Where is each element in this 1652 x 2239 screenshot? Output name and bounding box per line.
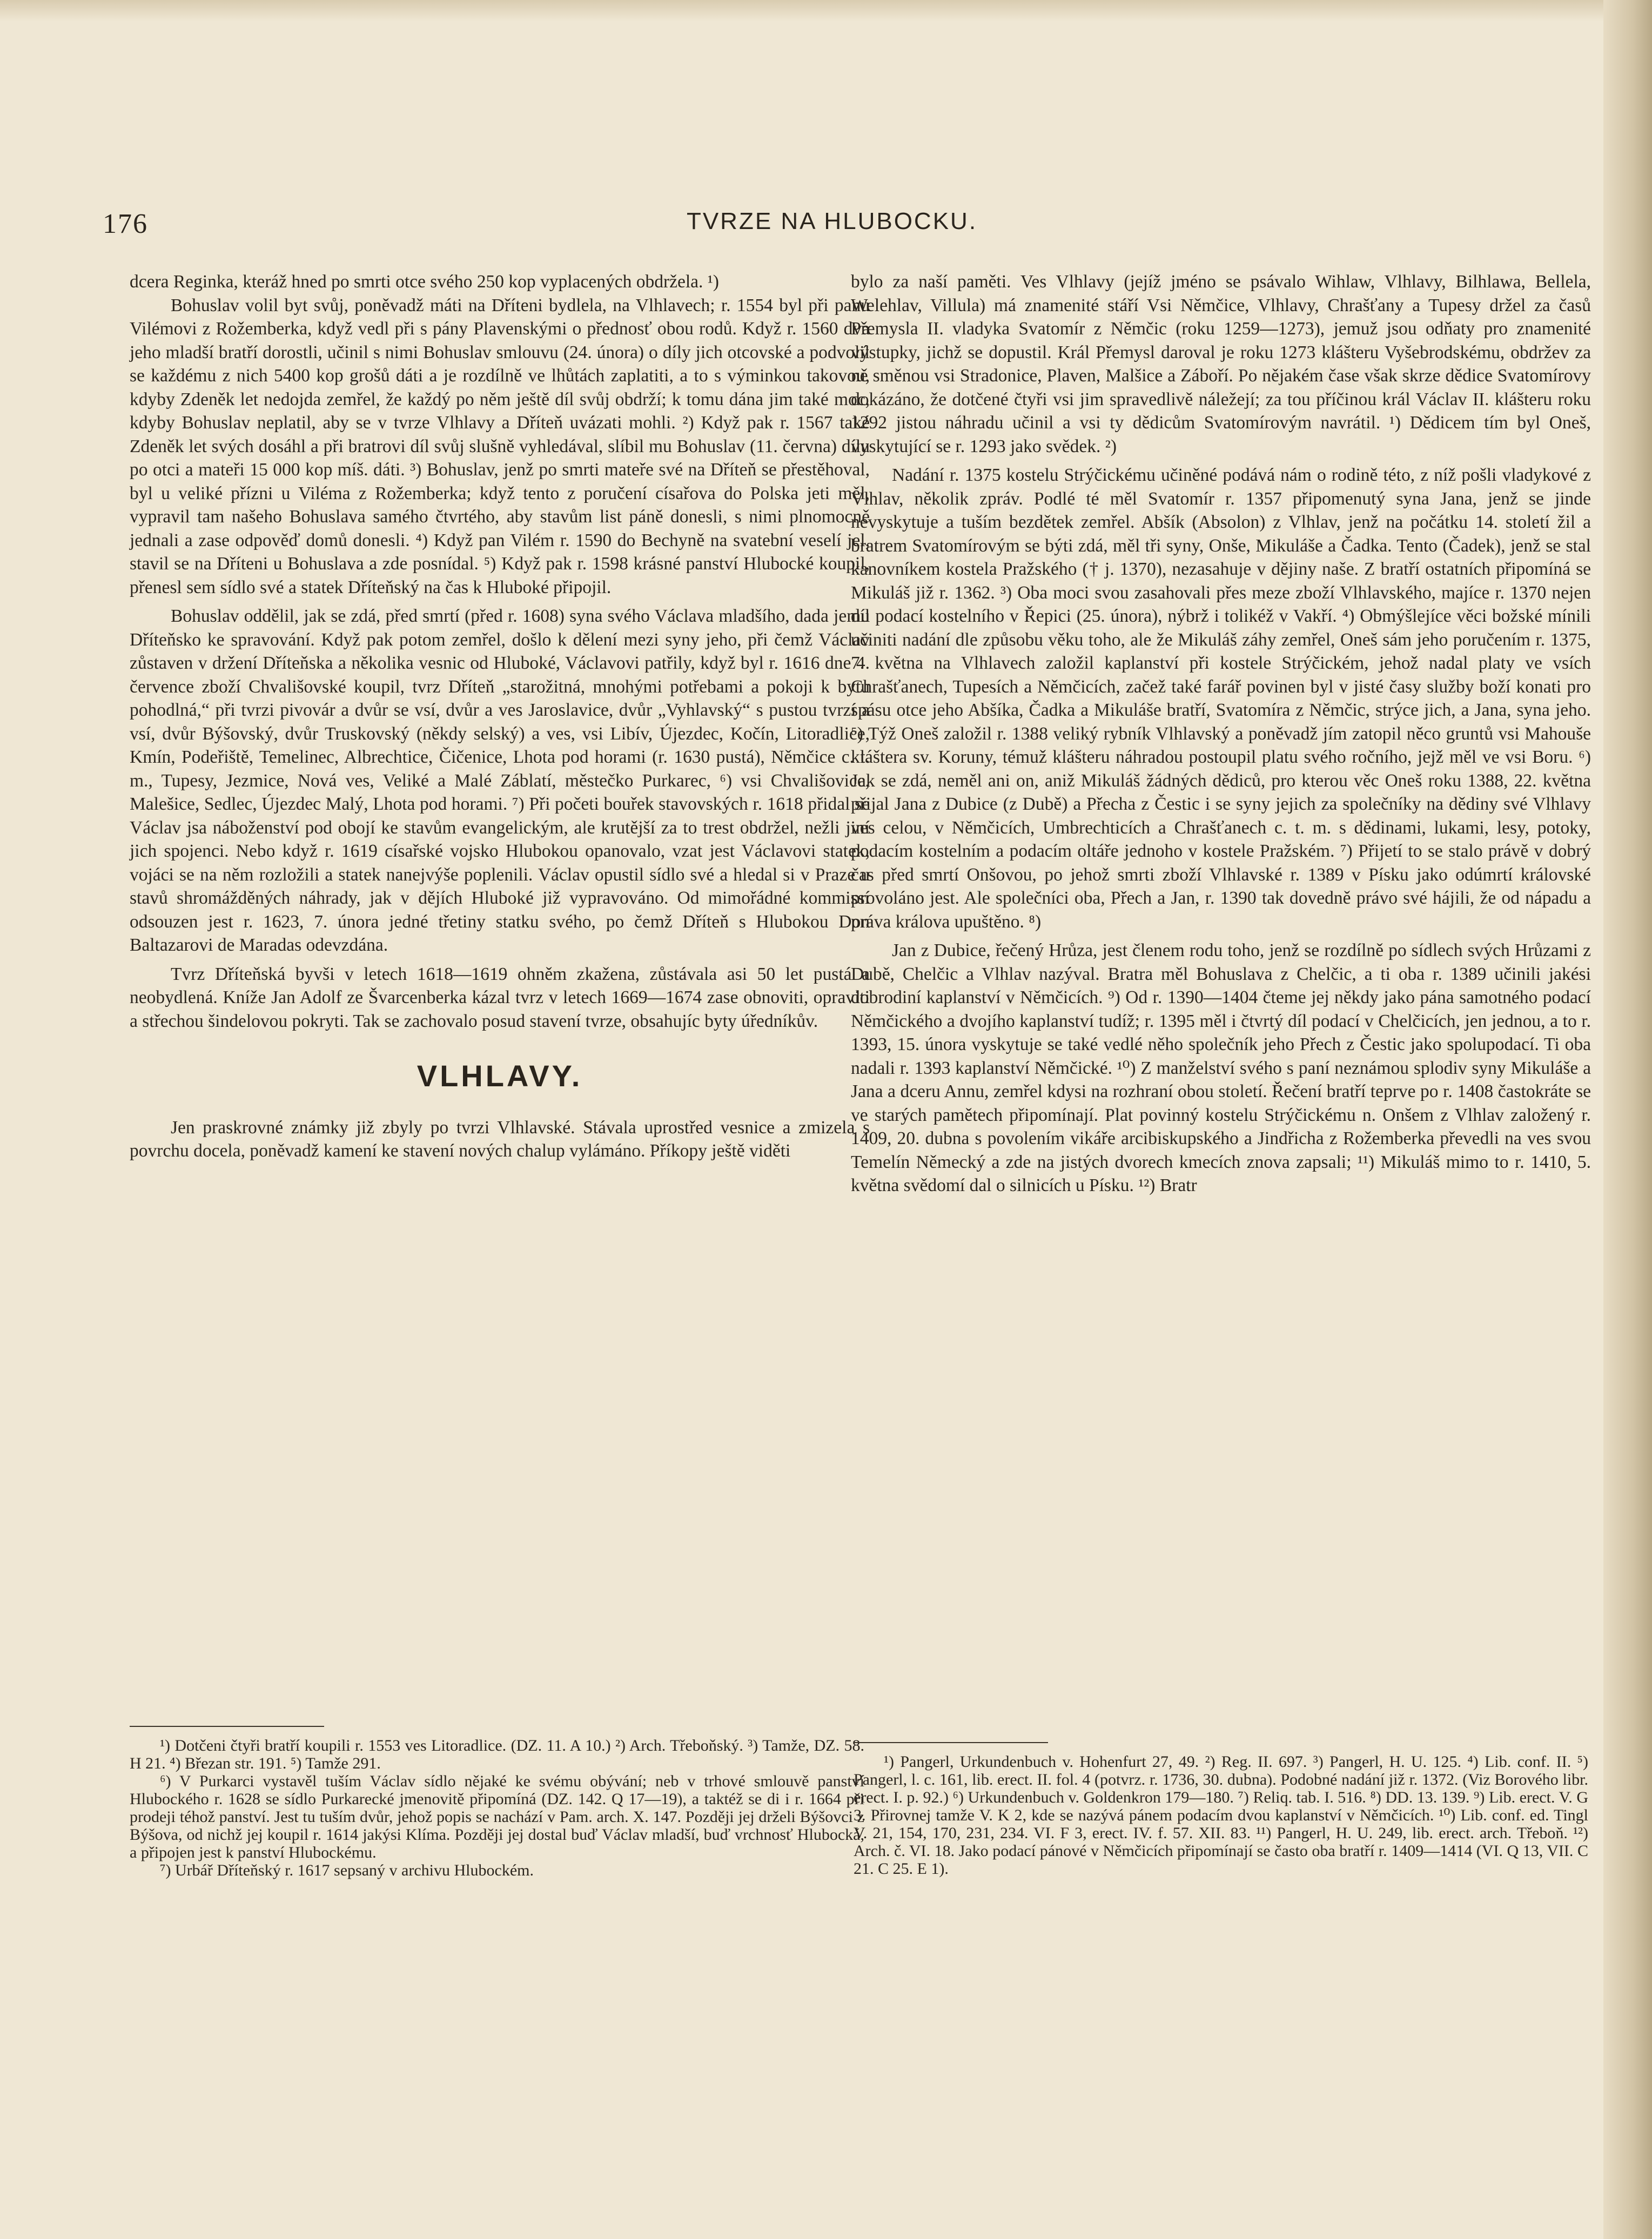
running-title: TVRZE NA HLUBOCKU. <box>686 208 978 234</box>
footnote-rule <box>130 1726 324 1727</box>
right-column <box>851 270 1591 1198</box>
footnotes-left <box>130 1726 864 1879</box>
footnotes-right <box>854 1742 1588 1878</box>
page-header <box>103 208 1561 246</box>
footnote-left-1: ¹) Dotčeni čtyři bratří koupili r. 1553 ves Litoradlice. (DZ. 11. A 10.) ²) Arch. Třeboňský. ³) Tamže, DZ. 58. H 21. ⁴) Březan str. 191. ⁵) Tamže 291. <box>130 1737 864 1772</box>
left-paragraph-1: dcera Reginka, kteráž hned po smrti otce svého 250 kop vyplacených obdržela. ¹) <box>130 272 719 292</box>
right-paragraph-2: Nadání r. 1375 kostelu Strýčickému učiněné podává nám o rodině této, z níž pošli vladykové z Vlhlav, několik zpráv. Podlé té měl Svatomír r. 1357 připomenutý syna Jana, jenž se jinde nevyskytuje a tuším bezdětek zemřel. Abšík (Absolon) z Vlhlav, jenž na počátku 14. století žil a bratrem Svatomírovým se býti zdá, měl tři syny, Onše, Mikuláše a Čadka. Tento (Čadek), jenž se stal kanovníkem kostela Pražského († j. 1370), nezasahuje v dějiny naše. Z bratří ostatních připomíná se Mikuláš již r. 1362. ³) Oba moci svou zasahovali přes meze zboží Vlhlavského, majíce r. 1370 nejen díl podací kostelního v Řepici (25. února), nýbrž i tolikéž v Vakří. ⁴) Obmýšlejíce věci božské mínili učiniti nadání dle způsobu věku toho, ale že Mikuláš záhy zemřel, Oneš sám jeho poručením r. 1375, 7. května na Vlhlavech založil kaplanství při kostele Strýčickém, jehož nadal platy ve vsích Chrašťanech, Tupesích a Němčicích, začež také farář povinen byl v jisté časy služby boží konati pro spásu otce jeho Abšíka, Čadka a Mikuláše bratří, Svatomíra z Němčic, strýce jich, a Jana, syna jeho. ⁵) Týž Oneš založil r. 1388 veliký rybník Vlhlavský a poněvadž jím zatopil něco gruntů vsi Mahouše kláštera sv. Koruny, témuž klášteru náhradou postoupil platu svého ročního, jejž měl ve vsi Boru. ⁶) Jak se zdá, neměl ani on, aniž Mikuláš žádných dědiců, pro kterou věc Oneš roku 1388, 22. května přijal Jana z Dubice (z Dubě) a Přecha z Čestic i se syny jejich za společníky na dědiny své Vlhlavy ves celou, v Němčicích, Umbrechticích a Chrašťanech c. t. m. s dědinami, lukami, lesy, potoky, podacím kostelním a podacím oltáře jednoho v kostele Pražském. ⁷) Přijetí to se stalo právě v dobrý čas před smrtí Onšovou, po jehož smrti zboží Vlhlavské r. 1389 v Písku jako odúmrtí královské provoláno jest. Ale společníci oba, Přech a Jan, r. 1390 tak dovedně právo své hájili, že od nápadu a práva králova upuštěno. ⁸) <box>851 465 1591 932</box>
footnote-rule <box>854 1742 1048 1743</box>
left-paragraph-3: Bohuslav oddělil, jak se zdá, před smrtí (před r. 1608) syna svého Václava mladšího, dada jemu Dříteňsko ke spravování. Když pak potom zemřel, došlo k dělení mezi syny jeho, při čemž Václav zůstaven v držení Dříteňska a několika vesnic od Hluboké, Václavovi patřily, když byl r. 1616 dne 4. července zboží Chvališovské koupil, tvrz Dříteň „starožitná, mnohými potřebami a pokoji k bytu pohodlná,“ při tvrzi pivovár a dvůr se vsí, dvůr a ves Jaroslavice, dvůr „Vyhlavský“ s pustou tvrzí a vsí, dvůr Býšovský, dvůr Truskovský (někdy selský) a ves, vsi Libív, Újezdec, Kočín, Litoradlice, Kmín, Podeřiště, Temelinec, Albrechtice, Čičenice, Lhota pod horami (r. 1630 pustá), Němčice c. t. m., Tupesy, Jezmice, Nová ves, Veliké a Malé Záblatí, městečko Purkarec, ⁶) vsi Chvališovice, Malešice, Sedlec, Újezdec Malý, Lhota pod horami. ⁷) Při početi bouřek stavovských r. 1618 přidal se Václav jsa náboženství pod obojí ke stavům evangelickým, ale krutější za to trest obdržel, nežli jiní jich spojenci. Nebo když r. 1619 císařské vojsko Hlubokou opanovalo, vzat jest Václavovi statek, vojáci se na něm rozložili a statek nanejvýše poplenili. Václav opustil sídlo své a hledal si v Praze u stavů shromážděných náhrady, jak v dějích Hluboké již vypravováno. Od mimořádné kommissí odsouzen jest r. 1623, 7. února jedné třetiny statku svého, po čemž Dříteň s Hlubokou Don Baltazarovi de Maradas odevzdána. <box>130 606 870 955</box>
left-section-paragraph: Jen praskrovné známky již zbyly po tvrzi Vlhlavské. Stávala uprostřed vesnice a zmizela s povrchu docela, poněvadž kamení ke stavení nových chalup vylámáno. Příkopy ještě viděti <box>130 1117 870 1161</box>
footnote-left-7: ⁷) Urbář Dříteňský r. 1617 sepsaný v archivu Hlubockém. <box>160 1861 534 1879</box>
page-top-edge <box>0 0 1652 22</box>
left-paragraph-4: Tvrz Dříteňská byvši v letech 1618—1619 ohněm zkažena, zůstávala asi 50 let pustá a neobydlená. Kníže Jan Adolf ze Švarcenberka kázal tvrz v letech 1669—1674 zase obnoviti, opraviti a střechou šindelovou pokryti. Tak se zachovalo posud stavení tvrze, obsahujíc byty úředníkův. <box>130 964 870 1031</box>
footnote-left-6: ⁶) V Purkarci vystavěl tuším Václav sídlo nějaké ke svému obývání; neb v trhové smlouvě panství Hlubockého r. 1628 se sídlo Purkarecké jmenovitě připomíná (DZ. 142. Q 17—19), a taktéž se di i r. 1664 při prodeji téhož panství. Jest tu tuším dvůr, jehož popis se nachází v Pam. arch. X. 147. Později jej drželi Býšovci z Býšova, od nichž jej koupil r. 1614 jakýsi Klíma. Později jej dostal buď Václav mladší, buď vrchnosť Hlubocká, a připojen jest k panství Hlubockému. <box>130 1772 864 1861</box>
section-heading-vlhlavy: VLHLAVY. <box>417 1059 583 1093</box>
page-right-edge <box>1603 0 1652 2239</box>
left-column <box>130 270 870 1163</box>
left-paragraph-2: Bohuslav volil byt svůj, poněvadž máti na Dříteni bydlela, na Vlhlavech; r. 1554 byl při panu Vilémovi z Rožemberka, když vedl při s pány Plavenskými o přednosť obou rodů. Když r. 1560 dva jeho mladší bratří dorostli, učinil s nimi Bohuslav smlouvu (24. února) o díly jich otcovské a podvolil se každému z nich 5400 kop grošů dáti a je rozdílně ve lhůtách zaplatiti, a to s výminkou takovou, kdyby Zdeněk let nedojda zemřel, že každý po něm ještě díl svůj obdrží; k tomu dána jim také moc, kdyby Bohuslav neplatil, aby se v tvrze Vlhlavy a Dříteň uvázati mohli. ²) Když pak r. 1567 také Zdeněk let svých dosáhl a při bratrovi díl svůj slušně vyhledával, slíbil mu Bohuslav (11. června) dílu po otci a mateři 15 000 kop míš. dáti. ³) Bohuslav, jenž po smrti mateře své na Dříteň se přestěhoval, byl u veliké přízni u Viléma z Rožemberka; když tento z poručení císařova do Polska jeti měl, vypravil tam našeho Bohuslava samého čtvrtého, aby stavům list páně donesli, s nimi plnomocně jednali a zase odpověď domů donesli. ⁴) Když pan Vilém r. 1590 do Bechyně na svatební veselí jel, stavil se na Dříteni u Bohuslava a zde posnídal. ⁵) Když pak r. 1598 krásné panství Hlubocké koupil, přenesl sem sídlo své a statek Dříteňský na čas k Hluboké připojil. <box>130 295 870 597</box>
footnote-right-1: ¹) Pangerl, Urkundenbuch v. Hohenfurt 27, 49. ²) Reg. II. 697. ³) Pangerl, H. U. 125. ⁴) Lib. conf. II. ⁵) Pangerl, l. c. 161, lib. erect. II. fol. 4 (potvrz. r. 1736, 30. dubna). Podobné nadání již r. 1372. (Viz Borového libr. erect. I. p. 92.) ⁶) Urkundenbuch v. Goldenkron 179—180. ⁷) Reliq. tab. I. 516. ⁸) DD. 13. 139. ⁹) Lib. erect. V. G 3. Přirovnej tamže V. K 2, kde se nazývá pánem podacím dvou kaplanství v Němčicích. ¹⁰) Lib. conf. ed. Tingl V. 21, 154, 170, 231, 234. VI. F 3, erect. IV. f. 57. XII. 83. ¹¹) Pangerl, H. U. 249, lib. erect. arch. Třeboň. ¹²) Arch. č. VI. 18. Jako podací pánové v Němčicích připomínají se často oba bratří r. 1409—1414 (VI. Q 13, VII. C 21. C 25. E 1). <box>854 1753 1588 1878</box>
page-number: 176 <box>103 209 148 239</box>
right-paragraph-3: Jan z Dubice, řečený Hrůza, jest členem rodu toho, jenž se rozdílně po sídlech svých Hrůzami z Dubě, Chelčic a Vlhlav nazýval. Bratra měl Bohuslava z Chelčic, a ti oba r. 1389 učinili jakési dobrodiní kaplanství v Němčicích. ⁹) Od r. 1390—1404 čteme jej někdy jako pána samotného podací Němčického a dvojího kaplanství tudíž; r. 1395 měl i čtvrtý díl podací v Chelčicích, jen jednou, a to r. 1393, 15. února vyskytuje se také vedlé něho společník jeho Přech z Čestic jako spolupodací. Ti oba nadali r. 1393 kaplanství Němčické. ¹⁰) Z manželství svého s paní neznámou splodiv syny Mikuláše a Jana a dceru Annu, zemřel kdysi na rozhraní obou století. Řečení bratří teprve po r. 1408 častokráte se ve starých pamětech připomínají. Plat povinný kostelu Strýčickému n. Onšem z Vlhlav založený r. 1409, 20. dubna s povolením vikáře arcibiskupského a Jindřicha z Rožemberka převedli na ves svou Temelín Německý a zde na jistých dvorech kmecích znova zapsali; ¹¹) Mikuláš mimo to r. 1410, 5. května svědomí dal o silnicích u Písku. ¹²) Bratr <box>851 940 1591 1195</box>
right-paragraph-1: bylo za naší paměti. Ves Vlhlavy (jejíž jméno se psávalo Wihlaw, Vlhlavy, Bilhlawa, Bellela, Welehlav, Villula) má znamenité stáří Vsi Němčice, Vlhlavy, Chrašťany a Tupesy držel za časů Přemysla II. vladyka Svatomír z Němčic (roku 1259—1273), jemuž jsou odňaty pro znamenité výstupky, jichž se dopustil. Král Přemysl daroval je roku 1273 klášteru Vyšebrodskému, obdržev za ně směnou vsi Stradonice, Plaven, Malšice a Záboří. Po nějakém čase však skrze dědice Svatomírovy dokázáno, že dotčené čtyři vsi jim spravedlivě náležejí; za tou příčinou král Václav II. klášteru roku 1292 jistou náhradu učinil a vsi ty dědicům Svatomírovým navrátil. ¹) Dědicem tím byl Oneš, vyskytující se r. 1293 jako svědek. ²) <box>851 272 1591 456</box>
